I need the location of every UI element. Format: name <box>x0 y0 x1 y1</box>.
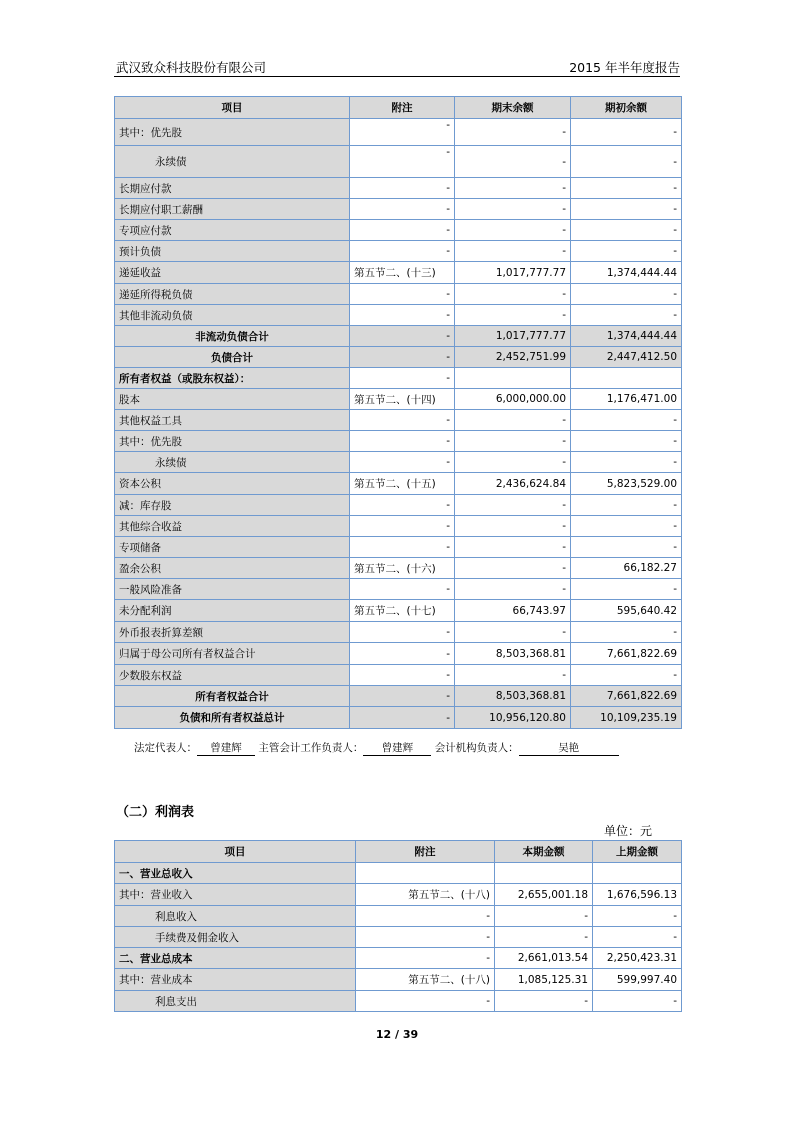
row-end-value: 2,436,624.84 <box>455 473 571 495</box>
row-label: 其他综合收益 <box>115 516 350 537</box>
table-row <box>115 199 682 220</box>
row-label: 其他非流动负债 <box>115 305 350 326</box>
row-end-value: - <box>455 431 571 452</box>
row-note: - <box>350 452 455 473</box>
row-note: - <box>350 347 455 368</box>
row-label: 所有者权益合计 <box>115 686 350 707</box>
row-label: 负债和所有者权益总计 <box>115 707 350 729</box>
row-note: - <box>350 178 455 199</box>
header-divider <box>114 76 680 77</box>
row-label: 股本 <box>115 389 350 410</box>
table-row <box>115 220 682 241</box>
row-label: 盈余公积 <box>115 558 350 579</box>
row-note: - <box>350 622 455 643</box>
row-note: - <box>350 146 455 178</box>
row-note: 第五节二、(十三) <box>350 262 455 284</box>
row-label: 减：库存股 <box>115 495 350 516</box>
row-current-value: - <box>495 906 593 927</box>
row-begin-value: - <box>571 579 682 600</box>
row-end-value: - <box>455 220 571 241</box>
income-statement-table <box>114 840 682 1012</box>
row-label: 预计负债 <box>115 241 350 262</box>
table-row <box>115 516 682 537</box>
row-note: - <box>350 368 455 389</box>
table-row <box>115 863 682 884</box>
row-prior-value: 599,997.40 <box>593 969 682 991</box>
accounting-head-name: 曾建辉 <box>363 740 431 756</box>
row-label: 其他权益工具 <box>115 410 350 431</box>
row-begin-value: - <box>571 284 682 305</box>
row-label: 归属于母公司所有者权益合计 <box>115 643 350 665</box>
row-begin-value: - <box>571 495 682 516</box>
table-row <box>115 305 682 326</box>
table-row <box>115 146 682 178</box>
row-prior-value: 2,250,423.31 <box>593 948 682 969</box>
row-label: 递延所得税负债 <box>115 284 350 305</box>
row-prior-value: - <box>593 927 682 948</box>
row-label: 利息支出 <box>115 991 356 1012</box>
table-row <box>115 473 682 495</box>
table-row <box>115 665 682 686</box>
row-end-value <box>455 368 571 389</box>
row-label: 手续费及佣金收入 <box>115 927 356 948</box>
row-end-value: - <box>455 516 571 537</box>
row-end-value: - <box>455 119 571 146</box>
row-note: 第五节二、(十四) <box>350 389 455 410</box>
row-label: 负债合计 <box>115 347 350 368</box>
row-label: 外币报表折算差额 <box>115 622 350 643</box>
row-label: 其中：优先股 <box>115 119 350 146</box>
table-row <box>115 178 682 199</box>
table-row <box>115 241 682 262</box>
row-end-value: 8,503,368.81 <box>455 686 571 707</box>
table-row <box>115 389 682 410</box>
legal-rep-label: 法定代表人： <box>134 742 197 754</box>
row-prior-value <box>593 863 682 884</box>
row-note: - <box>350 241 455 262</box>
row-begin-value: 2,447,412.50 <box>571 347 682 368</box>
col-header: 期末余额 <box>455 97 571 119</box>
table-row <box>115 600 682 622</box>
row-begin-value: - <box>571 665 682 686</box>
row-note: - <box>350 516 455 537</box>
dept-head-name: 吴艳 <box>519 740 619 756</box>
col-header: 期初余额 <box>571 97 682 119</box>
row-end-value: - <box>455 410 571 431</box>
row-label: 一般风险准备 <box>115 579 350 600</box>
table-row <box>115 884 682 906</box>
row-prior-value: 1,676,596.13 <box>593 884 682 906</box>
accounting-head-label: 主管会计工作负责人： <box>258 742 364 754</box>
row-end-value: - <box>455 622 571 643</box>
row-end-value: - <box>455 558 571 579</box>
row-current-value <box>495 863 593 884</box>
row-note: - <box>350 199 455 220</box>
row-begin-value: 7,661,822.69 <box>571 643 682 665</box>
row-begin-value: 1,176,471.00 <box>571 389 682 410</box>
row-current-value: - <box>495 991 593 1012</box>
row-begin-value: 7,661,822.69 <box>571 686 682 707</box>
table-row <box>115 906 682 927</box>
row-note: - <box>350 305 455 326</box>
col-header: 项目 <box>115 841 356 863</box>
table-row <box>115 284 682 305</box>
row-note: 第五节二、(十八) <box>356 884 495 906</box>
row-label: 长期应付职工薪酬 <box>115 199 350 220</box>
row-begin-value: 1,374,444.44 <box>571 262 682 284</box>
row-label: 资本公积 <box>115 473 350 495</box>
row-prior-value: - <box>593 906 682 927</box>
row-label: 二、营业总成本 <box>115 948 356 969</box>
row-note: - <box>350 326 455 347</box>
row-begin-value: - <box>571 410 682 431</box>
row-label: 利息收入 <box>115 906 356 927</box>
signature-line <box>134 740 619 756</box>
balance-sheet-table <box>114 96 682 729</box>
table-row <box>115 643 682 665</box>
row-note: - <box>350 431 455 452</box>
row-note: - <box>350 284 455 305</box>
row-begin-value: - <box>571 452 682 473</box>
row-end-value: 1,017,777.77 <box>455 326 571 347</box>
income-statement-title: （二）利润表 <box>116 805 195 820</box>
row-begin-value: - <box>571 199 682 220</box>
row-note: - <box>350 665 455 686</box>
row-note: - <box>350 220 455 241</box>
row-note: - <box>356 991 495 1012</box>
table-row <box>115 410 682 431</box>
row-end-value: 66,743.97 <box>455 600 571 622</box>
row-begin-value: - <box>571 537 682 558</box>
row-begin-value: - <box>571 178 682 199</box>
row-label: 其中：优先股 <box>115 431 350 452</box>
row-begin-value: 595,640.42 <box>571 600 682 622</box>
row-begin-value: 1,374,444.44 <box>571 326 682 347</box>
col-header: 本期金额 <box>495 841 593 863</box>
row-note: - <box>350 643 455 665</box>
row-begin-value: - <box>571 431 682 452</box>
col-header: 项目 <box>115 97 350 119</box>
row-label: 长期应付款 <box>115 178 350 199</box>
table-row <box>115 622 682 643</box>
currency-unit: 单位：元 <box>604 824 653 838</box>
row-note: - <box>356 948 495 969</box>
row-label: 专项应付款 <box>115 220 350 241</box>
row-begin-value: 66,182.27 <box>571 558 682 579</box>
table-row <box>115 119 682 146</box>
row-label: 未分配利润 <box>115 600 350 622</box>
table-row <box>115 558 682 579</box>
row-end-value: - <box>455 178 571 199</box>
row-note: - <box>350 707 455 729</box>
row-prior-value: - <box>593 991 682 1012</box>
row-end-value: 1,017,777.77 <box>455 262 571 284</box>
row-note: - <box>350 537 455 558</box>
page-number: 12 / 39 <box>375 1028 419 1041</box>
row-note: - <box>350 119 455 146</box>
row-note: 第五节二、(十八) <box>356 969 495 991</box>
row-end-value: - <box>455 537 571 558</box>
row-note: - <box>356 927 495 948</box>
row-label: 永续债 <box>115 452 350 473</box>
table-row <box>115 537 682 558</box>
row-begin-value: - <box>571 119 682 146</box>
row-note: - <box>350 579 455 600</box>
row-current-value: 2,655,001.18 <box>495 884 593 906</box>
table-row <box>115 991 682 1012</box>
table-header-row <box>115 841 682 863</box>
row-note: 第五节二、(十五) <box>350 473 455 495</box>
row-label: 其中：营业收入 <box>115 884 356 906</box>
row-end-value: - <box>455 199 571 220</box>
table-header-row <box>115 97 682 119</box>
col-header: 附注 <box>350 97 455 119</box>
dept-head-label: 会计机构负责人： <box>434 742 519 754</box>
company-name: 武汉致众科技股份有限公司 <box>116 60 267 75</box>
row-label: 少数股东权益 <box>115 665 350 686</box>
table-row <box>115 452 682 473</box>
row-note: - <box>350 410 455 431</box>
row-label: 其中：营业成本 <box>115 969 356 991</box>
table-row <box>115 579 682 600</box>
row-label: 永续债 <box>115 146 350 178</box>
row-end-value: - <box>455 579 571 600</box>
row-begin-value: - <box>571 305 682 326</box>
row-label: 递延收益 <box>115 262 350 284</box>
row-label: 非流动负债合计 <box>115 326 350 347</box>
table-row <box>115 368 682 389</box>
row-current-value: 1,085,125.31 <box>495 969 593 991</box>
table-row <box>115 927 682 948</box>
row-end-value: 6,000,000.00 <box>455 389 571 410</box>
table-row <box>115 347 682 368</box>
row-label: 一、营业总收入 <box>115 863 356 884</box>
row-begin-value: 5,823,529.00 <box>571 473 682 495</box>
row-begin-value <box>571 368 682 389</box>
report-title: 2015 年半年度报告 <box>569 60 680 75</box>
row-end-value: - <box>455 665 571 686</box>
row-begin-value: - <box>571 146 682 178</box>
table-row <box>115 948 682 969</box>
row-note: 第五节二、(十六) <box>350 558 455 579</box>
row-end-value: - <box>455 284 571 305</box>
row-end-value: 2,452,751.99 <box>455 347 571 368</box>
row-current-value: - <box>495 927 593 948</box>
row-end-value: - <box>455 495 571 516</box>
row-note: - <box>356 906 495 927</box>
row-begin-value: - <box>571 622 682 643</box>
row-label: 专项储备 <box>115 537 350 558</box>
row-end-value: 10,956,120.80 <box>455 707 571 729</box>
col-header: 上期金额 <box>593 841 682 863</box>
row-note: - <box>350 686 455 707</box>
row-end-value: 8,503,368.81 <box>455 643 571 665</box>
row-begin-value: - <box>571 220 682 241</box>
table-row <box>115 707 682 729</box>
row-note: - <box>350 495 455 516</box>
table-row <box>115 969 682 991</box>
row-end-value: - <box>455 241 571 262</box>
legal-rep-name: 曾建辉 <box>197 740 255 756</box>
table-row <box>115 431 682 452</box>
row-begin-value: 10,109,235.19 <box>571 707 682 729</box>
table-row <box>115 495 682 516</box>
page-header <box>116 56 680 76</box>
row-end-value: - <box>455 146 571 178</box>
row-label: 所有者权益（或股东权益）： <box>115 368 350 389</box>
table-row <box>115 326 682 347</box>
table-row <box>115 686 682 707</box>
row-current-value: 2,661,013.54 <box>495 948 593 969</box>
row-end-value: - <box>455 452 571 473</box>
col-header: 附注 <box>356 841 495 863</box>
table-row <box>115 262 682 284</box>
row-note <box>356 863 495 884</box>
row-end-value: - <box>455 305 571 326</box>
row-begin-value: - <box>571 241 682 262</box>
row-begin-value: - <box>571 516 682 537</box>
row-note: 第五节二、(十七) <box>350 600 455 622</box>
